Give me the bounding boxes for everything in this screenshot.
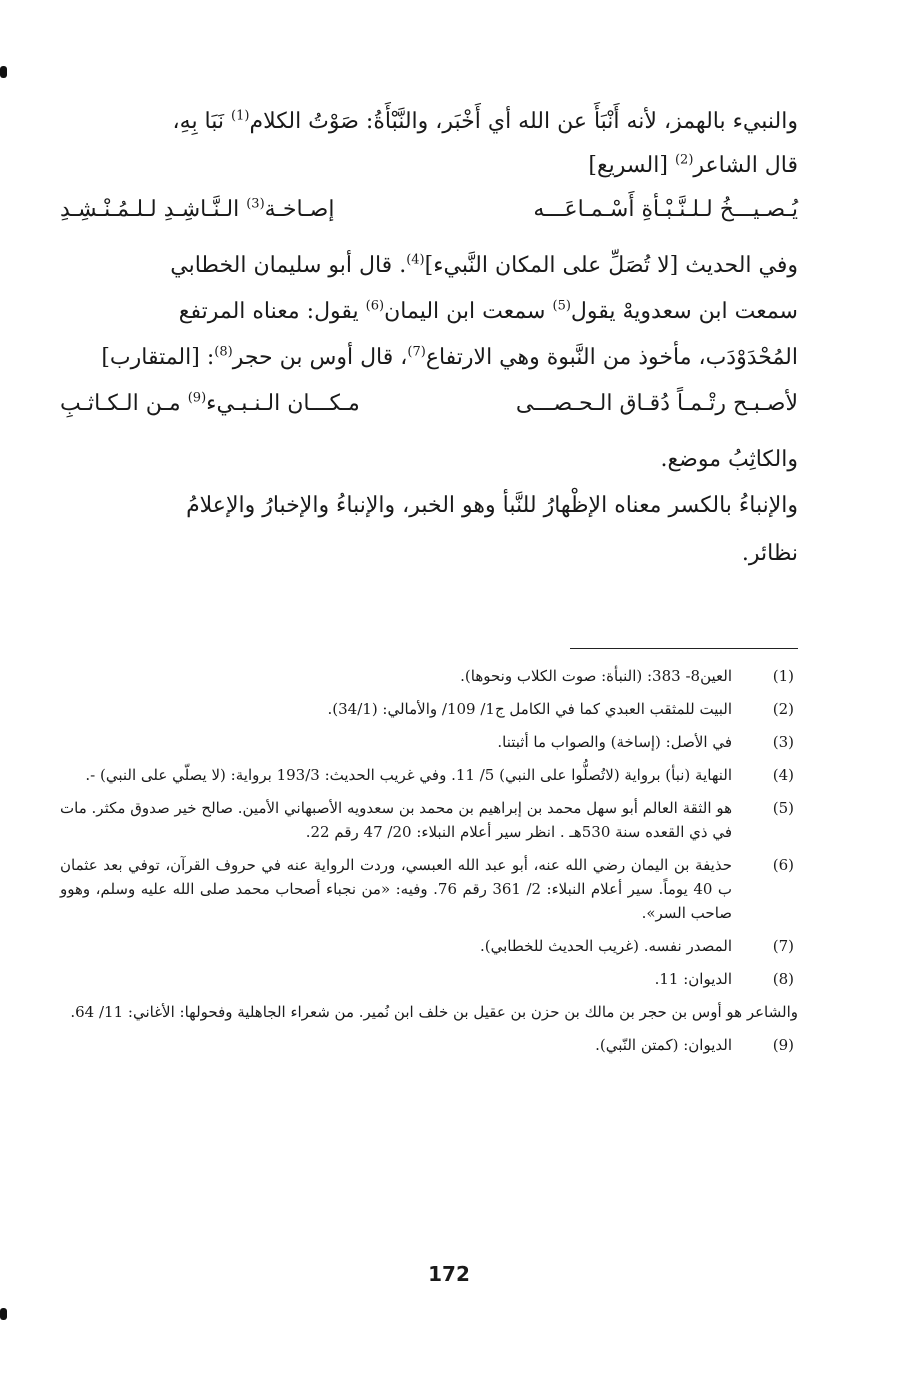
para-3-line-1: والإنباءُ بالكسر معناه الإظْهارُ للنَّبأ وهو الخبر، والإنباءُ والإخبارُ والإعلامُ [186,493,798,518]
footnote-2 [60,697,798,721]
footnote-number: (8) [772,970,794,988]
footnote-number: (7) [772,937,794,955]
footnote-number: (6) [772,856,794,874]
para-3-line-2: نظائر. [741,541,798,566]
para-2-line-1: وفي الحديث [لا تُصَلِّ على المكان النَّبيء]$^{(4)}$. قال أبو سليمان الخطابي [170,252,798,278]
footnote-ref-5[interactable]: (5) [552,298,571,314]
footnote-ref-3[interactable]: (3) [246,196,265,212]
para-2-line-3: المُحْدَوْدَب، مأخوذ من النَّبوة وهي الارتفاع$^{(7)}$، قال أوس بن حجر$^{(8)}$: [المتقارب] [101,344,798,370]
page-number: 172 [428,1262,470,1286]
footnote-9 [60,1033,798,1057]
footnote-text: هو الثقة العالم أبو سهل محمد بن إبراهيم بن محمد بن سعدويه الأصبهاني الأمين. صالح خير صدوق مكثر. مات في ذي القعده سنة 530هـ . انظر سير أعلام النبلاء: 20/ 47 رقم 22. [60,799,732,841]
verse-2-second-hemistich: مـكـــان الـنـبـيء$^{(9)}$ مـن الـكـاثـبِ [60,390,360,416]
footnote-1 [60,664,798,688]
footnote-ref-9[interactable]: (9) [187,390,207,406]
footnote-8 [60,967,798,991]
para-2-ending: والكاثِبُ موضع. [660,447,798,472]
footnote-5 [60,796,798,844]
footnote-text: في الأصل: (إساخة) والصواب ما أثبتنا. [497,733,732,751]
binding-mark-bottom [0,1308,7,1320]
verse-1 [60,196,798,252]
footnote-text: الديوان: 11. [654,970,732,988]
footnote-text: العين8- 383: (النبأة: صوت الكلاب ونحوها). [460,667,732,685]
footnote-6 [60,853,798,925]
footnote-number: (4) [772,766,794,784]
binding-mark-top [0,66,7,78]
footnote-number: (2) [772,700,794,718]
footnote-8-continuation: والشاعر هو أوس بن حجر بن مالك بن حزن بن عقيل بن خلف ابن نُمير. من شعراء الجاهلية وفحولها: الأغاني: 11/ 64. [70,1003,798,1021]
footnote-number: (5) [772,799,794,817]
footnote-ref-7[interactable]: (7) [407,344,426,360]
footnote-number: (1) [772,667,794,685]
main-text [60,108,798,570]
footnote-ref-4[interactable]: (4) [406,252,425,268]
footnote-separator [570,648,798,649]
footnote-text: حذيفة بن اليمان رضي الله عنه، أبو عبد الله العبسي، وردت الرواية عنه في حروف القرآن، توفي بعد عثمان ب 40 يوماً. سير أعلام النبلاء: 2/ 361 رقم 76. وفيه: «من نجباء أصحاب محمد صلى الله عليه وسلم، وهوو صاحب السر». [60,856,733,922]
footnote-text: الديوان: (كمتن النّبي). [595,1036,732,1054]
footnote-ref-8[interactable]: (8) [214,344,233,360]
para-2-line-2: سمعت ابن سعدويهْ يقول$^{(5)}$ سمعت ابن اليمان$^{(6)}$ يقول: معناه المرتفع [178,298,798,324]
footnote-text: المصدر نفسه. (غريب الحديث للخطابي). [479,937,732,955]
footnote-text: البيت للمثقب العبدي كما في الكامل ج1/ 109/ والأمالي: (34/1). [327,700,732,718]
footnote-4 [60,763,798,787]
verse-1-first-hemistich: يُـصـيـــخُ لـلـنَّـبْـأةِ أَسْـمـاعَـــه [533,197,798,222]
footnote-7 [60,934,798,958]
footnote-ref-6[interactable]: (6) [365,298,385,314]
text-line-1: والنبيء بالهمز، لأنه أَنْبَأَ عن الله أي أَخْبَر، والنَّبْأَةُ: صَوْتُ الكلام$^{(1)}$ نَبَا بِهِ، [172,108,798,134]
footnote-ref-1[interactable]: (1) [231,108,250,124]
footnote-text: النهاية (نبأ) برواية (لاتُصلُّوا على النبي) 5/ 11. وفي غريب الحديث: 193/3 برواية: (لا يصلّي على النبي) -. [85,766,732,784]
verse-1-second-hemistich: إصـاخـة$^{(3)}$ الـنَّـاشِـدِ لـلـمُـنْـشِـدِ [60,196,335,222]
footnote-3 [60,730,798,754]
verse-2 [60,390,798,446]
footnote-number: (9) [772,1036,794,1054]
text-line-2: قال الشاعر$^{(2)}$ [السريع] [588,152,798,178]
footnote-ref-2[interactable]: (2) [674,152,694,168]
verse-2-first-hemistich: لأصـبـح رتْـمـاً دُقـاق الـحـصـــى [515,391,798,416]
footnote-number: (3) [772,733,794,751]
footnotes [60,664,798,1066]
